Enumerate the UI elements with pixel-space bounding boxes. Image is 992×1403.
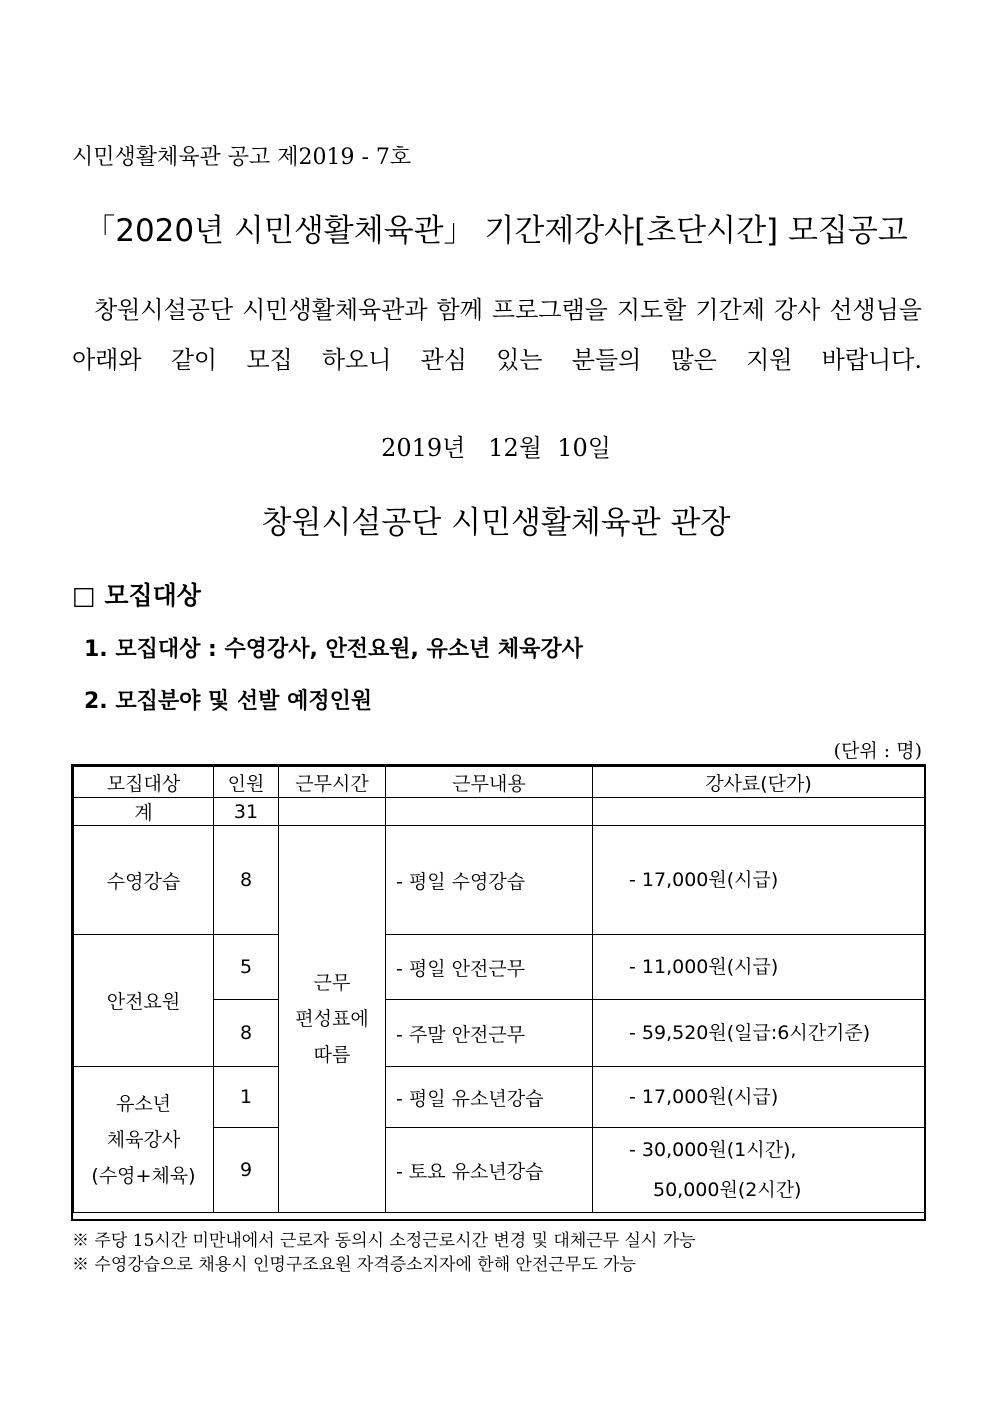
unit-label: (단위 : 명) (833, 740, 922, 762)
table-row (74, 1067, 925, 1128)
table-row (74, 935, 925, 1000)
pay-cell: - 59,520원(일급:6시간기준) (593, 1000, 925, 1067)
content-cell: - 토요 유소년강습 (386, 1128, 593, 1213)
table-header-row (74, 767, 925, 798)
count-cell: 8 (214, 826, 279, 935)
target-line: 체육강사 (106, 1128, 181, 1151)
content-cell: - 평일 수영강습 (386, 826, 593, 935)
work-hours-line: 근무 (313, 972, 351, 994)
notice-date: 2019년 12월 10일 (381, 434, 611, 462)
page-title: 「2020년 시민생활체육관」 기간제강사[초단시간] 모집공고 (84, 213, 908, 249)
target-line: 유소년 (115, 1092, 172, 1115)
intro-paragraph (72, 285, 922, 385)
section-heading: □ 모집대상 (72, 581, 201, 610)
table-row (74, 826, 925, 935)
table-row-total (74, 798, 925, 826)
work-hours-cell (279, 826, 386, 1213)
intro-text: 창원시설공단 시민생활체육관과 함께 프로그램을 지도할 기간제 강사 선생님을 아래와 같이 모집 하오니 관심 있는 분들의 많은 지원 바랍니다. (72, 296, 922, 374)
issuer: 창원시설공단 시민생활체육관 관장 (261, 505, 731, 541)
recruit-field-item: 2. 모집분야 및 선발 예정인원 (84, 689, 373, 714)
work-hours-line: 따름 (313, 1044, 351, 1066)
work-hours-line: 편성표에 (295, 1008, 369, 1030)
empty-cell (593, 798, 925, 826)
count-cell: 8 (214, 1000, 279, 1067)
pay-cell: - 11,000원(시급) (593, 935, 925, 1000)
content-cell: - 평일 안전근무 (386, 935, 593, 1000)
pay-cell: - 17,000원(시급) (593, 1067, 925, 1128)
content-cell: - 평일 유소년강습 (386, 1067, 593, 1128)
footnote: ※ 수영강습으로 채용시 인명구조요원 자격증소지자에 한해 안전근무도 가능 (72, 1255, 636, 1275)
target-cell: 안전요원 (74, 935, 214, 1067)
header-pay: 강사료(단가) (593, 767, 925, 798)
content-cell: - 주말 안전근무 (386, 1000, 593, 1067)
pay-cell (593, 1128, 925, 1213)
count-cell: 5 (214, 935, 279, 1000)
header-count: 인원 (214, 767, 279, 798)
recruit-table (73, 766, 925, 1213)
header-target: 모집대상 (74, 767, 214, 798)
pay-line: - 30,000원(1시간), (629, 1139, 797, 1161)
count-cell: 9 (214, 1128, 279, 1213)
recruit-target-item: 1. 모집대상 : 수영강사, 안전요원, 유소년 체육강사 (84, 637, 583, 662)
header-hours: 근무시간 (279, 767, 386, 798)
empty-cell (279, 798, 386, 826)
header-content: 근무내용 (386, 767, 593, 798)
target-line: (수영+체육) (91, 1164, 196, 1187)
total-label: 계 (74, 798, 214, 826)
pay-cell: - 17,000원(시급) (593, 826, 925, 935)
pay-line: 50,000원(2시간) (653, 1179, 802, 1201)
notice-number: 시민생활체육관 공고 제2019 - 7호 (72, 145, 412, 170)
target-cell: 수영강습 (74, 826, 214, 935)
empty-cell (386, 798, 593, 826)
total-count: 31 (214, 798, 279, 826)
footnote: ※ 주당 15시간 미만내에서 근로자 동의시 소정근로시간 변경 및 대체근무 실시 가능 (72, 1231, 696, 1251)
target-cell (74, 1067, 214, 1213)
count-cell: 1 (214, 1067, 279, 1128)
